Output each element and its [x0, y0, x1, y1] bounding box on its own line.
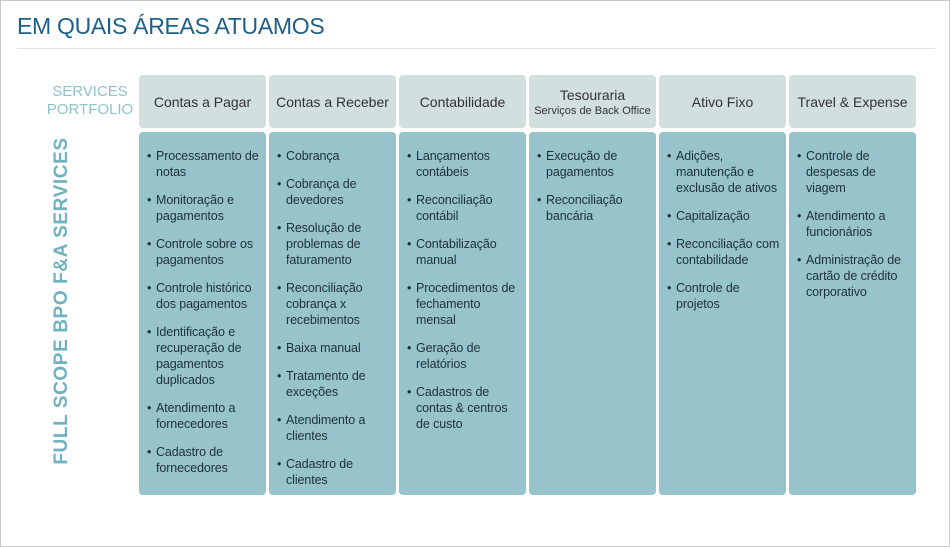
service-item: • Reconciliação cobrança x recebimentos [277, 280, 390, 328]
service-item: • Reconciliação bancária [537, 192, 650, 224]
service-item: • Contabilização manual [407, 236, 520, 268]
service-column [789, 132, 916, 495]
service-column [529, 132, 656, 495]
service-item: • Lançamentos contábeis [407, 148, 520, 180]
service-item: • Cadastro de clientes [277, 456, 390, 488]
service-item: • Cadastros de contas & centros de custo [407, 384, 520, 432]
service-header [269, 75, 396, 128]
service-header-title: Tesouraria [559, 86, 626, 103]
service-item: • Cobrança de devedores [277, 176, 390, 208]
service-item-list [147, 148, 260, 476]
service-item: • Controle sobre os pagamentos [147, 236, 260, 268]
service-header [399, 75, 526, 128]
page-title: EM QUAIS ÁREAS ATUAMOS [17, 13, 325, 39]
service-item: • Execução de pagamentos [537, 148, 650, 180]
service-header [659, 75, 786, 128]
service-item: • Processamento de notas [147, 148, 260, 180]
service-header-title: Contabilidade [419, 93, 506, 110]
title-divider [17, 48, 935, 49]
service-item: • Identificação e recuperação de pagamentos duplicados [147, 324, 260, 388]
service-item: • Reconciliação com contabilidade [667, 236, 780, 268]
service-item-list [407, 148, 520, 432]
service-item: • Resolução de problemas de faturamento [277, 220, 390, 268]
service-header-title: Ativo Fixo [691, 93, 754, 110]
service-item: • Controle histórico dos pagamentos [147, 280, 260, 312]
service-item: • Geração de relatórios [407, 340, 520, 372]
service-item-list [277, 148, 390, 488]
service-column [659, 132, 786, 495]
service-header [139, 75, 266, 128]
service-header [789, 75, 916, 128]
service-item: • Atendimento a fornecedores [147, 400, 260, 432]
service-header-subtitle: Serviços de Back Office [534, 104, 651, 117]
service-header-title: Travel & Expense [797, 93, 908, 110]
service-item-list [537, 148, 650, 224]
service-column [269, 132, 396, 495]
service-item: • Capitalização [667, 208, 780, 224]
service-item: • Atendimento a clientes [277, 412, 390, 444]
service-item: • Procedimentos de fechamento mensal [407, 280, 520, 328]
service-item: • Reconciliação contábil [407, 192, 520, 224]
service-item: • Baixa manual [277, 340, 390, 356]
service-item-list [667, 148, 780, 312]
service-item: • Tratamento de exceções [277, 368, 390, 400]
service-item-list [797, 148, 910, 300]
services-portfolio-label: SERVICES PORTFOLIO [46, 83, 134, 118]
service-column [399, 132, 526, 495]
service-column [139, 132, 266, 495]
service-item: • Controle de despesas de viagem [797, 148, 910, 196]
service-item: • Atendimento a funcionários [797, 208, 910, 240]
service-item: • Controle de projetos [667, 280, 780, 312]
service-item: • Cadastro de fornecedores [147, 444, 260, 476]
service-header [529, 75, 656, 128]
service-item: • Administração de cartão de crédito corporativo [797, 252, 910, 300]
service-header-title: Contas a Pagar [153, 93, 252, 110]
service-header-title: Contas a Receber [276, 93, 389, 110]
service-item: • Adições, manutenção e exclusão de ativos [667, 148, 780, 196]
service-item: • Monitoração e pagamentos [147, 192, 260, 224]
service-item: • Cobrança [277, 148, 390, 164]
full-scope-side-label: FULL SCOPE BPO F&A SERVICES [51, 137, 72, 465]
